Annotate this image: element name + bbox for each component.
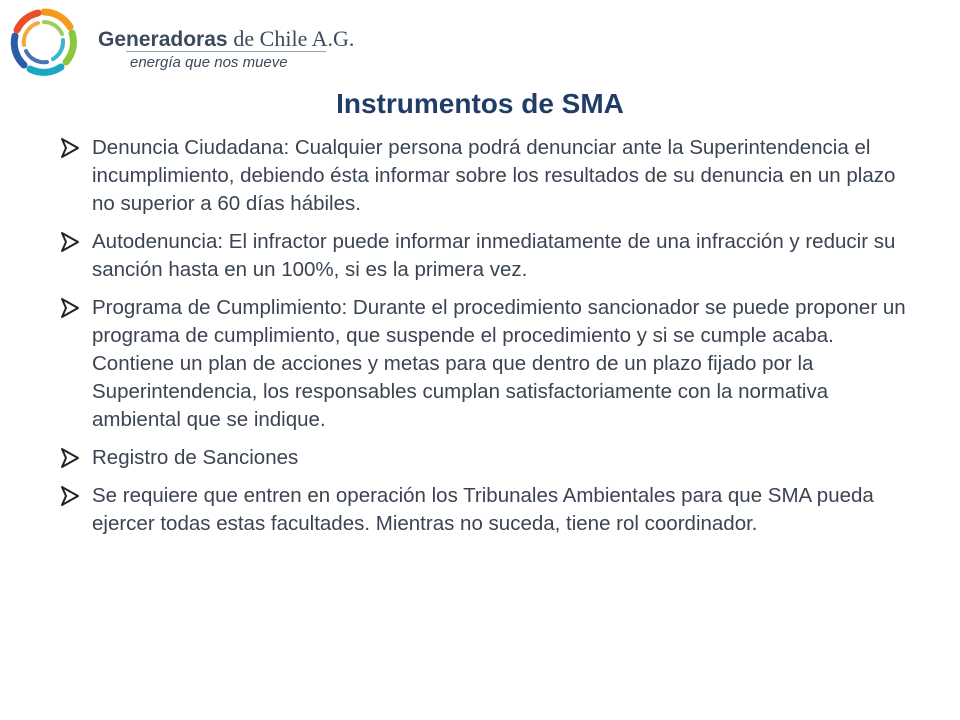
bullet-text: Se requiere que entren en operación los Tribunales Ambientales para que SMA pueda ejercer todas estas facultades. Mientras no suceda, tiene rol coordinador. xyxy=(92,484,874,535)
logo-name-rest: de Chile A.G. xyxy=(233,26,355,51)
arrow-bullet-icon xyxy=(60,137,80,159)
arrow-bullet-icon xyxy=(60,231,80,253)
arrow-bullet-icon xyxy=(60,297,80,319)
logo-name-bold: Generadoras xyxy=(98,28,228,51)
logo-divider xyxy=(126,51,326,52)
logo-tagline: energía que nos mueve xyxy=(130,54,288,71)
bullet-text: Denuncia Ciudadana: Cualquier persona podrá denunciar ante la Superintendencia el incumplimiento, debiendo ésta informar sobre los resultados de su denuncia en un plazo no superior a 60 días hábiles. xyxy=(92,136,896,215)
bullet-list xyxy=(60,134,910,548)
bullet-text: Registro de Sanciones xyxy=(92,446,299,469)
company-logo xyxy=(8,6,355,78)
bullet-item-tribunales xyxy=(60,482,910,538)
bullet-item-registro xyxy=(60,444,910,472)
bullet-text: Autodenuncia: El infractor puede informar inmediatamente de una infracción y reducir su sanción hasta en un 100%, si es la primera vez. xyxy=(92,230,896,281)
logo-company-name xyxy=(98,26,354,52)
bullet-item-programa xyxy=(60,294,910,434)
bullet-item-autodenuncia xyxy=(60,228,910,284)
bullet-text: Programa de Cumplimiento: Durante el procedimiento sancionador se puede proponer un programa de cumplimiento, que suspende el procedimiento y si se cumple acaba. Contiene un plan de acciones y metas para que dentro de un plazo fijado por la Superintendencia, los responsables cumplan satisfactoriamente con la normativa ambiental que se indique. xyxy=(92,296,906,431)
logo-ring-icon xyxy=(8,6,80,78)
slide-title: Instrumentos de SMA xyxy=(336,88,624,119)
arrow-bullet-icon xyxy=(60,447,80,469)
bullet-item-denuncia xyxy=(60,134,910,218)
arrow-bullet-icon xyxy=(60,485,80,507)
